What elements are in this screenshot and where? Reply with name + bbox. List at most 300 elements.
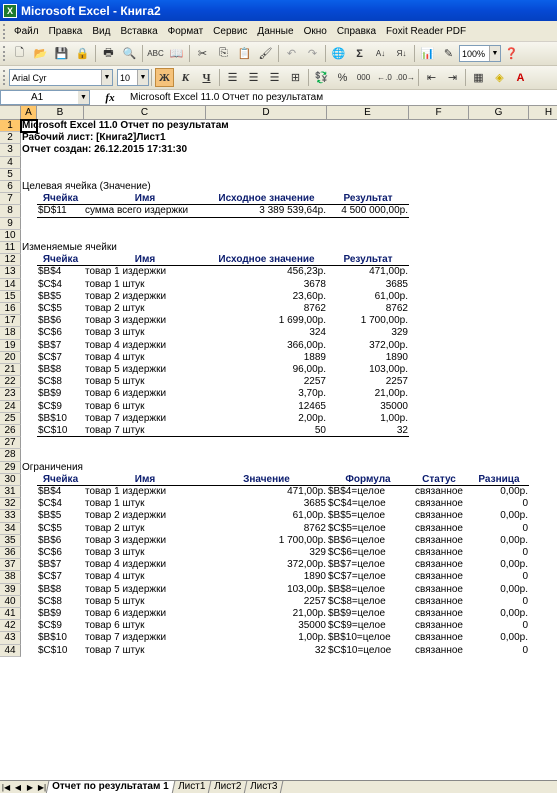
- table-cell[interactable]: связанное: [415, 486, 463, 497]
- table-cell[interactable]: товар 2 издержки: [85, 510, 167, 522]
- table-cell[interactable]: 21,00р.: [374, 388, 408, 400]
- table-cell[interactable]: $C$7: [38, 351, 62, 363]
- sheet-row: [0, 205, 557, 217]
- row-header[interactable]: 17: [0, 315, 21, 327]
- report-title[interactable]: Microsoft Excel 11.0 Отчет по результатам: [22, 120, 229, 131]
- toolbar-grip-icon[interactable]: [3, 70, 6, 85]
- table-header[interactable]: Исходное значение: [206, 193, 327, 205]
- copy-icon[interactable]: ⎘: [219, 47, 228, 59]
- separator: [142, 45, 143, 62]
- percent-button[interactable]: %: [337, 71, 348, 84]
- table-cell[interactable]: $C$8: [38, 595, 62, 607]
- italic-button[interactable]: К: [181, 71, 190, 84]
- table-cell[interactable]: 35000: [380, 400, 408, 412]
- row-header[interactable]: 28: [0, 449, 21, 461]
- row-header[interactable]: 15: [0, 291, 21, 303]
- table-cell[interactable]: товар 1 издержки: [85, 486, 167, 497]
- table-cell[interactable]: $B$5=целое: [328, 510, 386, 522]
- row-header[interactable]: 33: [0, 510, 21, 522]
- table-cell[interactable]: $B$4: [38, 266, 62, 278]
- row-header[interactable]: 25: [0, 413, 21, 425]
- sort-descending-icon[interactable]: Я↓: [396, 49, 407, 58]
- row-header[interactable]: 9: [0, 218, 21, 230]
- table-cell[interactable]: 456,23р.: [287, 266, 326, 278]
- table-cell[interactable]: $B$7=целое: [328, 559, 386, 571]
- table-cell[interactable]: 1,00р.: [380, 412, 408, 424]
- table-header[interactable]: Результат: [327, 254, 409, 266]
- redo-icon[interactable]: ↷: [307, 48, 318, 60]
- table-cell[interactable]: 2,00р.: [298, 412, 326, 424]
- table-cell[interactable]: $B$6: [38, 534, 62, 546]
- row-header[interactable]: 32: [0, 498, 21, 510]
- table-cell[interactable]: связанное: [415, 608, 463, 619]
- row-header[interactable]: 2: [0, 132, 21, 144]
- row-header[interactable]: 10: [0, 230, 21, 242]
- table-cell[interactable]: 0,00р.: [500, 559, 528, 571]
- table-cell[interactable]: 3678: [303, 278, 326, 290]
- format-painter-icon[interactable]: 🖌: [258, 48, 273, 60]
- row-header[interactable]: 4: [0, 157, 21, 169]
- select-all-corner[interactable]: [0, 106, 21, 120]
- table-cell[interactable]: связанное: [415, 571, 463, 583]
- table-cell[interactable]: связанное: [415, 559, 463, 571]
- table-cell[interactable]: 61,00р.: [374, 290, 408, 302]
- table-cell[interactable]: товар 3 штук: [85, 547, 145, 558]
- next-sheet-icon[interactable]: ▶: [26, 782, 34, 792]
- table-cell[interactable]: 0,00р.: [500, 534, 528, 546]
- table-cell[interactable]: товар 5 штук: [85, 595, 145, 607]
- sheet-row: [0, 559, 557, 571]
- table-cell[interactable]: 0,00р.: [500, 583, 528, 595]
- table-cell[interactable]: 0: [522, 620, 528, 632]
- table-cell[interactable]: 0,00р.: [500, 510, 528, 522]
- sheet-row: [0, 413, 557, 425]
- table-cell[interactable]: $C$10=целое: [328, 644, 392, 656]
- name-box[interactable]: [0, 90, 90, 105]
- row-header[interactable]: 20: [0, 352, 21, 364]
- last-sheet-icon[interactable]: ▶|: [37, 782, 47, 792]
- table-cell[interactable]: $B$8: [38, 364, 62, 375]
- row-header[interactable]: 34: [0, 523, 21, 535]
- table-cell[interactable]: 3685: [303, 498, 326, 510]
- table-cell[interactable]: сумма всего издержки: [84, 205, 206, 217]
- table-cell[interactable]: 324: [309, 327, 326, 339]
- table-cell[interactable]: $C$9: [38, 400, 62, 412]
- section-title-target[interactable]: Целевая ячейка (Значение): [22, 181, 151, 192]
- table-cell[interactable]: 12465: [298, 400, 326, 412]
- table-cell[interactable]: 23,60р.: [292, 290, 326, 302]
- table-cell[interactable]: товар 2 штук: [85, 303, 145, 314]
- row-header[interactable]: 16: [0, 303, 21, 315]
- fill-color-icon[interactable]: ◈: [495, 72, 504, 84]
- autosum-icon[interactable]: Σ: [356, 47, 363, 60]
- table-cell[interactable]: 1889: [303, 351, 326, 363]
- table-cell[interactable]: $B$8: [38, 583, 62, 595]
- table-cell[interactable]: $D$11: [37, 205, 84, 217]
- font-color-icon[interactable]: A: [516, 71, 525, 84]
- column-header-b[interactable]: B: [37, 106, 84, 120]
- table-cell[interactable]: товар 7 штук: [84, 425, 206, 437]
- table-cell[interactable]: 1890: [385, 351, 408, 363]
- table-header[interactable]: Ячейка: [37, 254, 84, 266]
- table-cell[interactable]: $C$8=целое: [328, 595, 386, 607]
- row-header[interactable]: 5: [0, 169, 21, 181]
- menu-window[interactable]: Окно: [303, 25, 327, 37]
- row-header[interactable]: 23: [0, 388, 21, 400]
- toolbar-grip-icon[interactable]: [3, 46, 6, 61]
- table-cell[interactable]: 0,00р.: [500, 486, 528, 497]
- table-cell[interactable]: 1 700,00р.: [360, 315, 408, 327]
- table-cell[interactable]: 0,00р.: [500, 608, 528, 619]
- table-cell[interactable]: товар 2 штук: [85, 522, 145, 534]
- column-header-e[interactable]: E: [327, 106, 409, 120]
- permission-icon[interactable]: 🔒: [75, 48, 90, 60]
- table-cell[interactable]: 372,00р.: [369, 339, 408, 351]
- table-cell[interactable]: $C$4: [38, 278, 62, 290]
- table-cell[interactable]: 61,00р.: [292, 510, 326, 522]
- print-icon[interactable]: 🖶: [103, 47, 114, 59]
- table-cell[interactable]: 21,00р.: [292, 608, 326, 619]
- decrease-decimal-icon[interactable]: .00→: [395, 73, 416, 82]
- table-cell[interactable]: связанное: [415, 534, 463, 546]
- table-cell[interactable]: $C$7: [38, 571, 62, 583]
- table-cell[interactable]: связанное: [415, 620, 463, 632]
- table-cell[interactable]: $B$5: [38, 290, 62, 302]
- first-sheet-icon[interactable]: |◀: [1, 782, 11, 792]
- fx-icon[interactable]: fx: [105, 91, 115, 104]
- tab-sheet3[interactable]: [244, 781, 284, 793]
- table-header[interactable]: Результат: [327, 193, 409, 205]
- row-header[interactable]: 1: [0, 120, 21, 132]
- table-cell[interactable]: товар 5 издержки: [85, 364, 167, 375]
- prev-sheet-icon[interactable]: ◀: [14, 782, 22, 792]
- table-cell[interactable]: товар 4 издержки: [85, 339, 167, 351]
- table-cell[interactable]: $B$7: [38, 339, 62, 351]
- table-cell[interactable]: товар 1 издержки: [85, 266, 167, 278]
- table-cell[interactable]: товар 7 издержки: [85, 632, 167, 644]
- bold-button[interactable]: Ж: [155, 68, 174, 87]
- table-cell[interactable]: 103,00р.: [369, 364, 408, 375]
- row-header[interactable]: 44: [0, 645, 21, 657]
- table-cell[interactable]: $C$6: [38, 327, 62, 339]
- table-cell[interactable]: $B$4: [38, 486, 62, 497]
- row-header[interactable]: 12: [0, 254, 21, 266]
- row-header[interactable]: 40: [0, 596, 21, 608]
- row-header[interactable]: 36: [0, 547, 21, 559]
- menu-file[interactable]: Файл: [14, 25, 39, 37]
- new-icon[interactable]: 🗋: [15, 47, 24, 59]
- table-cell[interactable]: товар 6 штук: [85, 620, 145, 632]
- table-cell[interactable]: $C$8: [38, 376, 62, 388]
- sheet-row: [0, 218, 557, 230]
- table-cell[interactable]: $B$5: [38, 510, 62, 522]
- table-cell[interactable]: 8762: [385, 303, 408, 314]
- table-cell[interactable]: связанное: [415, 595, 463, 607]
- table-cell[interactable]: связанное: [415, 583, 463, 595]
- print-preview-icon[interactable]: 🔍: [122, 48, 137, 60]
- table-cell[interactable]: товар 4 штук: [85, 571, 145, 583]
- table-cell[interactable]: связанное: [415, 547, 463, 558]
- table-cell[interactable]: связанное: [415, 498, 463, 510]
- table-cell[interactable]: 1 700,00р.: [278, 534, 326, 546]
- table-cell[interactable]: товар 7 издержки: [85, 412, 167, 424]
- zoom-select[interactable]: [459, 45, 501, 62]
- row-header[interactable]: 43: [0, 632, 21, 644]
- align-center-icon[interactable]: ☰: [248, 72, 259, 84]
- row-header[interactable]: 29: [0, 462, 21, 474]
- report-sheet[interactable]: Рабочий лист: [Книга2]Лист1: [22, 132, 166, 144]
- table-cell[interactable]: $B$9: [38, 608, 62, 619]
- font-select[interactable]: [9, 69, 113, 86]
- table-cell[interactable]: связанное: [415, 644, 463, 656]
- decrease-indent-icon[interactable]: ⇤: [426, 72, 437, 84]
- table-cell[interactable]: 1 699,00р.: [278, 315, 326, 327]
- table-cell[interactable]: 0,00р.: [500, 632, 528, 644]
- table-cell[interactable]: 3 389 539,64р.: [206, 205, 327, 217]
- sheet-row: [0, 193, 557, 205]
- table-cell[interactable]: $B$6: [38, 315, 62, 327]
- table-cell[interactable]: товар 6 издержки: [85, 608, 167, 619]
- table-cell[interactable]: 1,00р.: [298, 632, 326, 644]
- menu-data[interactable]: Данные: [257, 25, 294, 37]
- table-cell[interactable]: товар 7 штук: [85, 644, 145, 656]
- help-icon[interactable]: ❓: [504, 48, 519, 60]
- table-cell[interactable]: 329: [309, 547, 326, 558]
- row-header[interactable]: 24: [0, 401, 21, 413]
- paste-icon[interactable]: 📋: [237, 48, 252, 60]
- table-cell[interactable]: товар 3 штук: [85, 327, 145, 339]
- worksheet-grid[interactable]: [0, 106, 557, 780]
- table-cell[interactable]: товар 5 штук: [85, 376, 145, 388]
- table-cell[interactable]: товар 1 штук: [85, 498, 145, 510]
- tab-report[interactable]: [46, 781, 175, 793]
- table-cell[interactable]: 103,00р.: [287, 583, 326, 595]
- table-cell[interactable]: 8762: [303, 522, 326, 534]
- table-cell[interactable]: $C$10: [37, 425, 84, 437]
- row-header[interactable]: 14: [0, 279, 21, 291]
- table-cell[interactable]: 8762: [303, 303, 326, 314]
- table-cell[interactable]: 366,00р.: [287, 339, 326, 351]
- table-cell[interactable]: $C$9=целое: [328, 620, 386, 632]
- table-cell[interactable]: $C$6: [38, 547, 62, 558]
- table-cell[interactable]: товар 3 издержки: [85, 534, 167, 546]
- table-cell[interactable]: 2257: [303, 595, 326, 607]
- table-cell[interactable]: 0: [522, 595, 528, 607]
- menu-insert[interactable]: Вставка: [120, 25, 158, 37]
- menubar-grip-icon[interactable]: [3, 24, 6, 39]
- table-cell[interactable]: $C$6=целое: [328, 547, 386, 558]
- table-cell[interactable]: 3,70р.: [298, 388, 326, 400]
- row-header[interactable]: 13: [0, 266, 21, 278]
- table-header[interactable]: Формула: [327, 474, 409, 486]
- table-cell[interactable]: 1890: [303, 571, 326, 583]
- table-cell[interactable]: $C$9: [38, 620, 62, 632]
- sheet-row: [0, 547, 557, 559]
- table-cell[interactable]: 3685: [385, 278, 408, 290]
- table-cell[interactable]: связанное: [415, 522, 463, 534]
- sheet-row: [0, 620, 557, 632]
- table-cell[interactable]: 32: [314, 644, 326, 656]
- row-header[interactable]: 26: [0, 425, 21, 437]
- table-cell[interactable]: 0: [522, 522, 528, 534]
- table-header[interactable]: Имя: [84, 193, 206, 205]
- table-cell[interactable]: связанное: [415, 510, 463, 522]
- menu-format[interactable]: Формат: [167, 25, 204, 37]
- row-header[interactable]: 21: [0, 364, 21, 376]
- tab-label: Лист1: [177, 780, 206, 792]
- row-header[interactable]: 11: [0, 242, 21, 254]
- save-icon[interactable]: 💾: [54, 48, 69, 60]
- table-cell[interactable]: 4 500 000,00р.: [327, 205, 409, 217]
- spelling-icon[interactable]: ABC: [147, 49, 164, 58]
- table-cell[interactable]: 32: [327, 425, 409, 437]
- row-header[interactable]: 35: [0, 535, 21, 547]
- underline-button[interactable]: Ч: [202, 71, 211, 84]
- table-cell[interactable]: 50: [206, 425, 327, 437]
- table-cell[interactable]: 471,00р.: [369, 266, 408, 278]
- table-header[interactable]: Ячейка: [37, 193, 84, 205]
- menu-edit[interactable]: Правка: [48, 25, 83, 37]
- table-cell[interactable]: $C$7=целое: [328, 571, 386, 583]
- table-cell[interactable]: 0: [522, 644, 528, 656]
- table-cell[interactable]: 471,00р.: [287, 486, 326, 497]
- table-cell[interactable]: 372,00р.: [287, 559, 326, 571]
- table-cell[interactable]: $B$9: [38, 388, 62, 400]
- merge-center-icon[interactable]: ⊞: [290, 72, 301, 84]
- sort-ascending-icon[interactable]: A↓: [375, 49, 386, 58]
- row-header[interactable]: 30: [0, 474, 21, 486]
- table-cell[interactable]: $C$10: [38, 644, 68, 656]
- table-cell[interactable]: товар 2 издержки: [85, 290, 167, 302]
- increase-decimal-icon[interactable]: ←.0: [377, 73, 392, 82]
- column-header-c[interactable]: C: [84, 106, 206, 120]
- table-cell[interactable]: 329: [391, 327, 408, 339]
- table-cell[interactable]: $B$6=целое: [328, 534, 386, 546]
- table-header[interactable]: Ячейка: [37, 474, 84, 486]
- separator: [325, 45, 326, 62]
- row-header[interactable]: 22: [0, 376, 21, 388]
- table-cell[interactable]: $B$9=целое: [328, 608, 386, 619]
- row-header[interactable]: 41: [0, 608, 21, 620]
- table-cell[interactable]: товар 5 издержки: [85, 583, 167, 595]
- column-header-h[interactable]: H: [529, 106, 557, 120]
- chart-wizard-icon[interactable]: 📊: [420, 48, 435, 60]
- column-headers: [0, 106, 557, 120]
- currency-icon[interactable]: 💱: [314, 72, 329, 84]
- font-size-select[interactable]: [117, 69, 149, 86]
- drawing-icon[interactable]: ✎: [443, 48, 454, 60]
- table-cell[interactable]: товар 4 штук: [85, 351, 145, 363]
- table-cell[interactable]: $C$4: [38, 498, 62, 510]
- sheet-row: [0, 157, 557, 169]
- row-header[interactable]: 3: [0, 144, 21, 156]
- row-header[interactable]: 37: [0, 559, 21, 571]
- table-header[interactable]: Имя: [84, 474, 206, 486]
- window-title: Microsoft Excel - Книга2: [21, 3, 161, 18]
- table-header[interactable]: Имя: [84, 254, 206, 266]
- table-cell[interactable]: $B$7: [38, 559, 62, 571]
- table-cell[interactable]: 2257: [385, 376, 408, 388]
- table-cell[interactable]: $C$5=целое: [328, 522, 386, 534]
- row-header[interactable]: 39: [0, 584, 21, 596]
- table-cell[interactable]: 96,00р.: [292, 364, 326, 375]
- row-header[interactable]: 38: [0, 571, 21, 583]
- section-title-constraints[interactable]: Ограничения: [22, 461, 83, 473]
- menu-foxit[interactable]: Foxit Reader PDF: [386, 25, 467, 37]
- align-right-icon[interactable]: ☰: [269, 72, 280, 84]
- thousands-button[interactable]: 000: [356, 73, 371, 82]
- table-cell[interactable]: $C$5: [38, 303, 62, 314]
- table-cell[interactable]: $B$4=целое: [328, 486, 386, 497]
- menu-view[interactable]: Вид: [92, 25, 111, 37]
- table-cell[interactable]: товар 6 штук: [85, 400, 145, 412]
- formula-input[interactable]: Microsoft Excel 11.0 Отчет по результатам: [130, 92, 324, 103]
- sheet-row: [0, 327, 557, 339]
- table-cell[interactable]: $C$4=целое: [328, 498, 386, 510]
- align-left-icon[interactable]: ☰: [227, 72, 238, 84]
- column-header-g[interactable]: G: [469, 106, 529, 120]
- open-icon[interactable]: 📂: [33, 48, 48, 60]
- table-cell[interactable]: связанное: [415, 632, 463, 644]
- sheet-row: [0, 474, 557, 486]
- sheet-row: [0, 425, 557, 437]
- research-icon[interactable]: 📖: [169, 48, 184, 60]
- menu-help[interactable]: Справка: [336, 25, 377, 37]
- table-cell[interactable]: товар 6 издержки: [85, 388, 167, 400]
- table-cell[interactable]: $B$10=целое: [328, 632, 391, 644]
- column-header-a[interactable]: A: [21, 106, 37, 120]
- tab-sheet2[interactable]: [208, 781, 248, 793]
- row-header[interactable]: 7: [0, 193, 21, 205]
- sheet-row: [0, 254, 557, 266]
- row-header[interactable]: 31: [0, 486, 21, 498]
- cut-icon[interactable]: ✂: [197, 48, 208, 60]
- hyperlink-icon[interactable]: 🌐: [331, 48, 346, 60]
- row-header[interactable]: 42: [0, 620, 21, 632]
- table-cell[interactable]: товар 4 издержки: [85, 559, 167, 571]
- table-cell[interactable]: $B$8=целое: [328, 583, 386, 595]
- column-header-d[interactable]: D: [206, 106, 327, 120]
- table-cell[interactable]: $C$5: [38, 522, 62, 534]
- table-cell[interactable]: товар 3 издержки: [85, 315, 167, 327]
- section-title-variables[interactable]: Изменяемые ячейки: [22, 242, 117, 253]
- row-header[interactable]: 8: [0, 205, 21, 217]
- row-header[interactable]: 18: [0, 327, 21, 339]
- table-cell[interactable]: 35000: [298, 620, 326, 632]
- table-cell[interactable]: 0: [522, 498, 528, 510]
- table-header[interactable]: Статус: [409, 474, 469, 486]
- borders-icon[interactable]: ▦: [473, 72, 484, 84]
- row-header[interactable]: 6: [0, 181, 21, 193]
- table-cell[interactable]: $B$10: [38, 632, 67, 644]
- column-header-f[interactable]: F: [409, 106, 469, 120]
- increase-indent-icon[interactable]: ⇥: [447, 72, 458, 84]
- table-cell[interactable]: 0: [522, 547, 528, 558]
- undo-icon[interactable]: ↶: [286, 48, 297, 60]
- row-header[interactable]: 19: [0, 340, 21, 352]
- table-cell[interactable]: $B$10: [38, 412, 67, 424]
- table-header[interactable]: Разница: [469, 474, 529, 486]
- table-header[interactable]: Исходное значение: [206, 254, 327, 266]
- menu-tools[interactable]: Сервис: [213, 25, 248, 37]
- row-header[interactable]: 27: [0, 437, 21, 449]
- table-cell[interactable]: товар 1 штук: [85, 278, 145, 290]
- table-header[interactable]: Значение: [206, 474, 327, 486]
- tab-sheet1[interactable]: [171, 781, 211, 793]
- table-cell[interactable]: 0: [522, 571, 528, 583]
- table-cell[interactable]: 2257: [303, 376, 326, 388]
- report-created[interactable]: Отчет создан: 26.12.2015 17:31:30: [22, 144, 188, 156]
